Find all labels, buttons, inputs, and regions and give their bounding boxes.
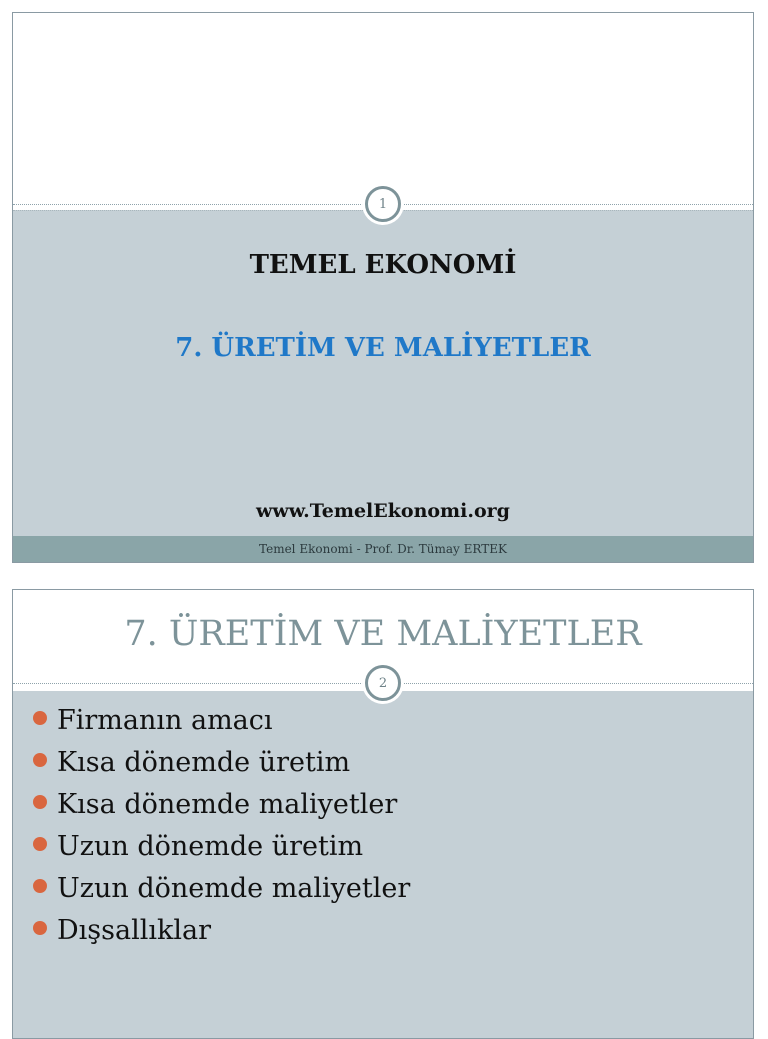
slide-1 bbox=[12, 12, 754, 563]
list-item bbox=[33, 746, 410, 788]
list-item-text: Kısa dönemde maliyetler bbox=[57, 789, 398, 820]
bullet-dot-icon bbox=[33, 879, 47, 893]
bullet-dot-icon bbox=[33, 837, 47, 851]
slide-number-badge: 2 bbox=[365, 665, 401, 701]
list-item bbox=[33, 872, 410, 914]
list-item-text: Uzun dönemde üretim bbox=[57, 831, 364, 862]
slide-2-title: 7. ÜRETİM VE MALİYETLER bbox=[124, 614, 642, 654]
bullet-dot-icon bbox=[33, 753, 47, 767]
list-item-text: Kısa dönemde üretim bbox=[57, 747, 351, 778]
slide-2 bbox=[12, 589, 754, 1039]
slide-1-footer: Temel Ekonomi - Prof. Dr. Tümay ERTEK bbox=[13, 536, 753, 562]
list-item-text: Dışsallıklar bbox=[57, 915, 211, 946]
bullet-dot-icon bbox=[33, 795, 47, 809]
list-item-text: Uzun dönemde maliyetler bbox=[57, 873, 411, 904]
list-item bbox=[33, 914, 410, 956]
list-item-text: Firmanın amacı bbox=[57, 705, 273, 736]
list-item bbox=[33, 704, 410, 746]
slide-1-title: TEMEL EKONOMİ bbox=[249, 250, 517, 280]
bullet-dot-icon bbox=[33, 921, 47, 935]
bullet-list bbox=[33, 704, 410, 956]
slide-number-badge: 1 bbox=[365, 186, 401, 222]
slide-1-website: www.TemelEkonomi.org bbox=[256, 500, 510, 522]
list-item bbox=[33, 788, 410, 830]
bullet-dot-icon bbox=[33, 711, 47, 725]
slide-1-subtitle: 7. ÜRETİM VE MALİYETLER bbox=[175, 333, 591, 363]
list-item bbox=[33, 830, 410, 872]
